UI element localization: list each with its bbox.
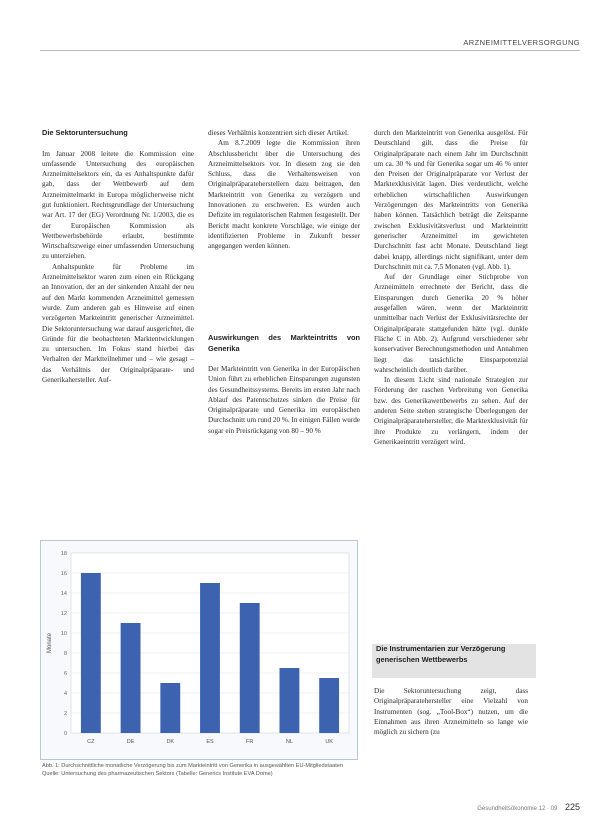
x-tick-label: NL <box>285 739 293 745</box>
x-tick-label: DE <box>126 739 135 745</box>
x-tick-label: DK <box>166 739 175 745</box>
caption-line: Abb. 1: Durchschnittliche monatliche Verzögerung bis zum Markteintritt von Generika in ausgewählten EU-Mitgliedstaaten <box>42 763 343 769</box>
y-tick-label: 14 <box>60 591 67 597</box>
bar <box>319 678 339 733</box>
bar-chart <box>40 540 358 760</box>
paragraph: Anhaltspunkte für Probleme im Arzneimittelsektor waren zum einen ein Rückgang an Innovation, der an der sinkenden Anzahl der neu auf den Markt kommenden Arzneimittel gemessen wurde. Zum anderen gab es Hinweise auf einen verzögerten Markteintritt generischer Arzneimittel. Die Sektoruntersuchung war darauf ausgerichtet, die Gründe für die beobachteten Marktentwicklungen zu untersuchen. Im Fokus stand hierbei das Verhalten der Marktteilnehmer und – wie gesagt – das Verhältnis der Originalpräparate- und Generikahersteller. Auf- <box>42 262 194 385</box>
page-number: 225 <box>564 802 580 812</box>
section-label: ARZNEIMITTELVERSORGUNG <box>463 38 580 47</box>
y-tick-label: 10 <box>60 631 67 637</box>
text-column-1 <box>42 128 194 385</box>
paragraph: dieses Verhältnis konzentriert sich dieser Artikel. <box>208 129 349 137</box>
y-axis-label: Monate <box>47 632 53 654</box>
x-tick-label: ES <box>206 739 214 745</box>
page-footer <box>420 802 580 812</box>
y-tick-label: 2 <box>63 711 67 717</box>
section-heading: Die Sektoruntersuchung <box>42 128 128 137</box>
bar <box>81 573 101 733</box>
x-tick-label: CZ <box>87 739 95 745</box>
text-column-2 <box>208 128 360 252</box>
x-tick-label: UK <box>325 739 333 745</box>
y-tick-label: 16 <box>60 571 67 577</box>
paragraph: Auf der Grundlage einer Stichprobe von Arzneimitteln errechnete der Bericht, dass die Einsparungen durch Generika 20 % höher ausgefallen wären, wenn der Markteintritt unmittelbar nach Verlust der Exklusivitätsrechte der Originalpräparate stattgefunden hätte (vgl. dunkle Fläche C in Abb. 2). Aufgrund verschiedener sehr konservativer Berechnungsmethoden und Annahmen liegt das tatsächliche Einsparpotenzial wahrscheinlich deutlich darüber. <box>374 273 528 374</box>
paragraph: Im Januar 2008 leitete die Kommission eine umfassende Untersuchung des europäischen Arzneimittelsektors ein, da es Anhaltspunkte dafür gab, dass der Wettbewerb auf dem Arzneimittelmarkt in Europa möglicherweise nicht gut funktioniert. Rechtsgrundlage der Untersuchung war Art. 17 der (EG) Verordnung Nr. 1/2003, die es der Europäischen Kommission als Wettbewerbsbehörde erlaubt, bestimmte Wirtschaftszweige einer umfassenden Untersuchung zu unterziehen. <box>42 149 194 261</box>
bar <box>160 683 180 733</box>
paragraph: durch den Markteintritt von Generika ausgelöst. Für Deutschland gilt, dass die Preise für Originalpräparate nach einem Jahr im Durchschnitt um ca. 30 % und für Generika sogar um 46 % unter den Preisen der Originalpräparate vor Verlust der Marktexklusivität lagen. Dies verdeutlicht, welche erheblichen wirtschaftlichen Auswirkungen Verzögerungen des Markteintritts von Generika haben können. Tatsächlich beträgt die Zeitspanne zwischen Exklusivitätsverlust und Markteintritt generischer Arzneimittel im gewichteten Durchschnitt fast acht Monate. Deutschland liegt dabei knapp, allerdings nicht signifikant, unter dem Durchschnitt mit ca. 7,5 Monaten (vgl. Abb. 1). <box>374 129 528 271</box>
section-heading: Auswirkungen des Markteintritts von Generika <box>208 333 360 353</box>
caption-source: Quelle: Untersuchung des pharmazeutischen Sektors (Tabelle: Generics Institute EVA Dome) <box>42 770 273 777</box>
text-column-3-section <box>374 686 528 737</box>
text-column-3 <box>374 128 528 447</box>
paragraph: Der Markteintritt von Generika in der Europäischen Union führt zu erheblichen Einsparungen zugunsten des Gesundheitssystems. Bereits im ersten Jahr nach Ablauf des Patentschutzes sinken die Preise für Originalpräparate und Generika im europäischen Durchschnitt um rund 20 %. In einigen Fällen wurde sogar ein Preisrückgang von 80 – 90 % <box>208 365 360 435</box>
bar <box>200 583 220 733</box>
box-heading: Die Instrumentarien zur Verzögerung generischen Wettbewerbs <box>376 644 506 664</box>
y-tick-label: 6 <box>63 671 67 677</box>
bar <box>121 623 141 733</box>
y-tick-label: 0 <box>63 731 67 737</box>
bar <box>240 603 260 733</box>
section-heading-box <box>372 644 536 678</box>
y-tick-label: 12 <box>60 611 67 617</box>
y-tick-label: 4 <box>63 691 67 697</box>
bar <box>280 668 300 733</box>
x-tick-label: FR <box>246 739 254 745</box>
y-tick-label: 18 <box>60 551 67 557</box>
journal-name: Gesundheitsökonomie 12 · 09 <box>477 806 558 812</box>
header-rule <box>40 50 580 51</box>
paragraph: In diesem Licht sind nationale Strategien zur Förderung der raschen Verbreitung von Generika bzw. des Generikawettbewerbs zu sehen. Auf der anderen Seite stehen strategische Überlegungen der Originalpräparatehersteller, die Marktexklusivität für ihre Produkte zu verlängern, indem der Generikaeintritt verzögert wird. <box>374 376 528 446</box>
y-tick-label: 8 <box>63 651 67 657</box>
bar-chart-svg <box>41 541 357 759</box>
paragraph: Die Sektoruntersuchung zeigt, dass Originalpräparatehersteller eine Vielzahl von Instrumenten (sog. „Tool-Box“) nutzen, um die Einnahmen aus ihren Arzneimitteln so lange wie möglich zu sichern (zu <box>374 687 528 737</box>
text-column-2-section <box>208 333 360 436</box>
paragraph: Am 8.7.2009 legte die Kommission ihren Abschlussbericht über die Untersuchung des Arzneimittelsektors vor. In diesem zog sie den Schluss, dass die Verhaltensweisen von Originalpräparateherstellern dazu beitragen, den Markteintritt von Generika zu verzögern und Innovationen zu erschweren. Es wurden auch Defizite im regulatorischen Rahmen festgestellt. Der Bericht macht konkrete Vorschläge, wie einige der identifizierten Probleme in Zukunft besser angegangen werden können. <box>208 139 360 251</box>
figure-caption <box>42 763 372 778</box>
